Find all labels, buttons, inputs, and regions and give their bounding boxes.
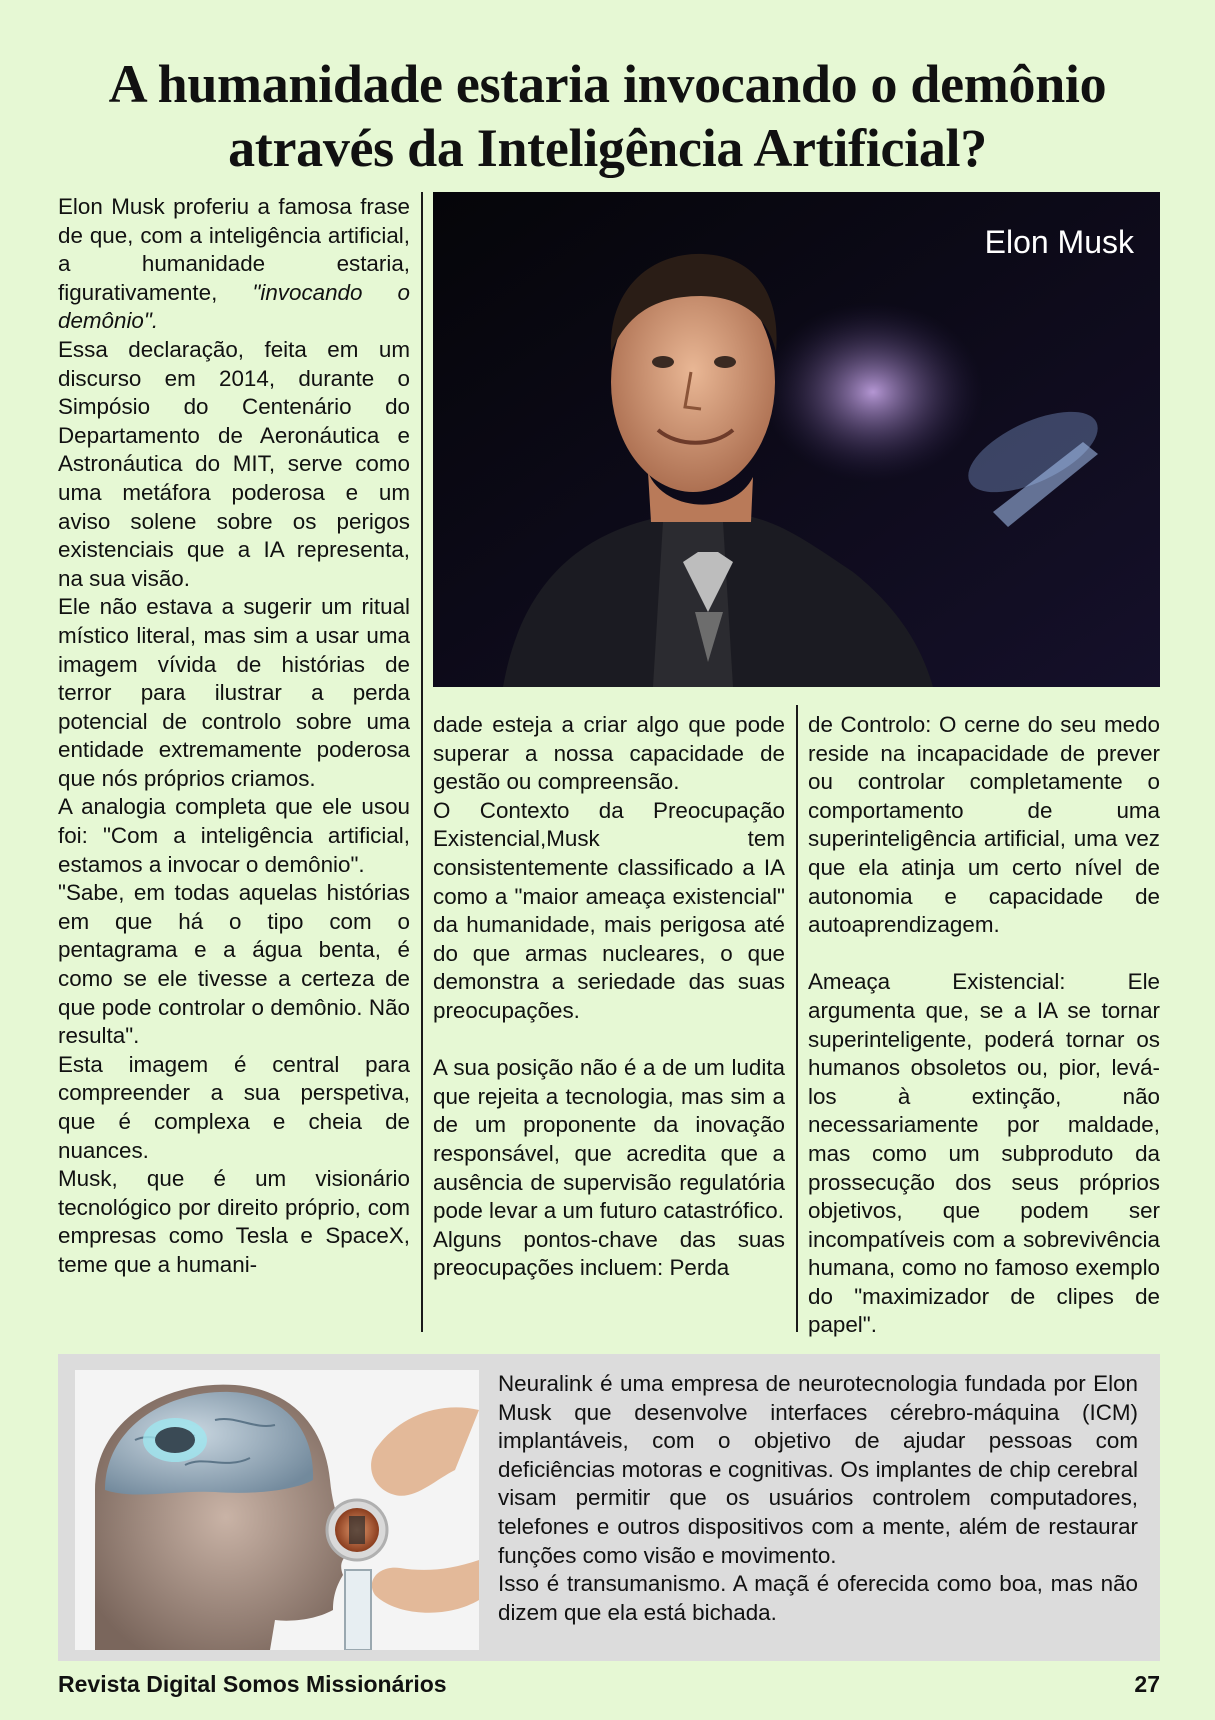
- paragraph: Ele não estava a sugerir um ritual místico literal, mas sim a usar uma imagem vívida de histórias de terror para ilustrar a perda potencial de controlo sobre uma entidade extremamente poderosa que nós próprios criamos.: [58, 594, 410, 791]
- article-title: [40, 52, 1175, 180]
- paragraph: "Sabe, em todas aquelas histórias em que há o tipo com o pentagrama e a água benta, é como se ele tivesse a certeza de que pode controlar o demônio. Não resulta".: [58, 880, 410, 1049]
- neuralink-text: [498, 1370, 1138, 1627]
- neuralink-chip-illustration: [75, 1370, 479, 1650]
- paragraph: O Contexto da Preocupação Existencial,Musk tem consistentemente classificado a IA como a "maior ameaça existencial" da humanidade, mais perigosa até do que armas nucleares, o que demonstra a seriedade das suas preocupações.: [433, 797, 785, 1023]
- elon-musk-photo: [433, 192, 1160, 687]
- paragraph: Elon Musk proferiu a famosa frase de que, com a inteligência artificial, a humanidade estaria, figurativamente, "invocando o demônio".: [58, 194, 411, 334]
- paragraph: A analogia completa que ele usou foi: "Com a inteligência artificial, estamos a invocar o demônio".: [58, 794, 410, 877]
- paragraph: Esta imagem é central para compreender a sua perspetiva, que é complexa e cheia de nuances.: [58, 1051, 410, 1163]
- paragraph: Ameaça Existencial: Ele argumenta que, se a IA se tornar superinteligente, poderá tornar os humanos obsoletos ou, pior, levá-los à extinção, não necessariamente por maldade, mas como um subproduto da prossecução dos seus próprios objetivos, que podem ser incompatíveis com a sobrevivência humana, como no famoso exemplo do "maximizador de clipes de papel".: [808, 969, 1160, 1338]
- photo-caption: Elon Musk: [984, 224, 1134, 260]
- column-divider: [796, 705, 798, 1332]
- paragraph: Musk, que é um visionário tecnológico por direito próprio, com empresas como Tesla e SpaceX, teme que a humani-: [58, 1166, 410, 1277]
- paragraph: dade esteja a criar algo que pode superar a nossa capacidade de gestão ou compreensão.: [433, 712, 785, 795]
- article-column-1: [58, 193, 410, 1280]
- brain-implant-icon: [75, 1370, 479, 1650]
- paragraph: Alguns pontos-chave das suas preocupações incluem: Perda: [433, 1226, 785, 1281]
- paragraph: A sua posição não é a de um ludita que rejeita a tecnologia, mas sim a de um proponente da inovação responsável, que acredita que a ausência de supervisão regulatória pode levar a um futuro catastrófico.: [433, 1055, 785, 1224]
- paragraph: Isso é transumanismo. A maçã é oferecida como boa, mas não dizem que ela está bichada.: [498, 1571, 1138, 1625]
- paragraph: de Controlo: O cerne do seu medo reside na incapacidade de prever ou controlar completamente o comportamento de uma superinteligência artificial, uma vez que ela atinja um certo nível de autonomia e capacidade de autoaprendizagem.: [808, 712, 1160, 938]
- magazine-name: Revista Digital Somos Missionários: [58, 1671, 447, 1697]
- portrait-illustration: [433, 192, 1160, 687]
- title-line-1: A humanidade estaria invocando o demônio: [108, 54, 1107, 114]
- neuralink-sidebar-box: [58, 1354, 1160, 1661]
- paragraph: Neuralink é uma empresa de neurotecnologia fundada por Elon Musk que desenvolve interfaces cérebro-máquina (ICM) implantáveis, com o objetivo de ajudar pessoas com deficiências motoras e cognitivas. Os implantes de chip cerebral visam permitir que os usuários controlem computadores, telefones e outros dispositivos com a mente, além de restaurar funções como visão e movimento.: [498, 1371, 1138, 1568]
- article-column-3: [808, 711, 1160, 1340]
- page-number: 27: [1134, 1671, 1160, 1697]
- article-column-2: [433, 711, 785, 1283]
- column-divider: [421, 192, 423, 1332]
- paragraph: Essa declaração, feita em um discurso em 2014, durante o Simpósio do Centenário do Departamento de Aeronáutica e Astronáutica do MIT, serve como uma metáfora poderosa e um aviso solene sobre os perigos existenciais que a IA representa, na sua visão.: [58, 336, 410, 591]
- title-line-2: através da Inteligência Artificial?: [228, 118, 987, 178]
